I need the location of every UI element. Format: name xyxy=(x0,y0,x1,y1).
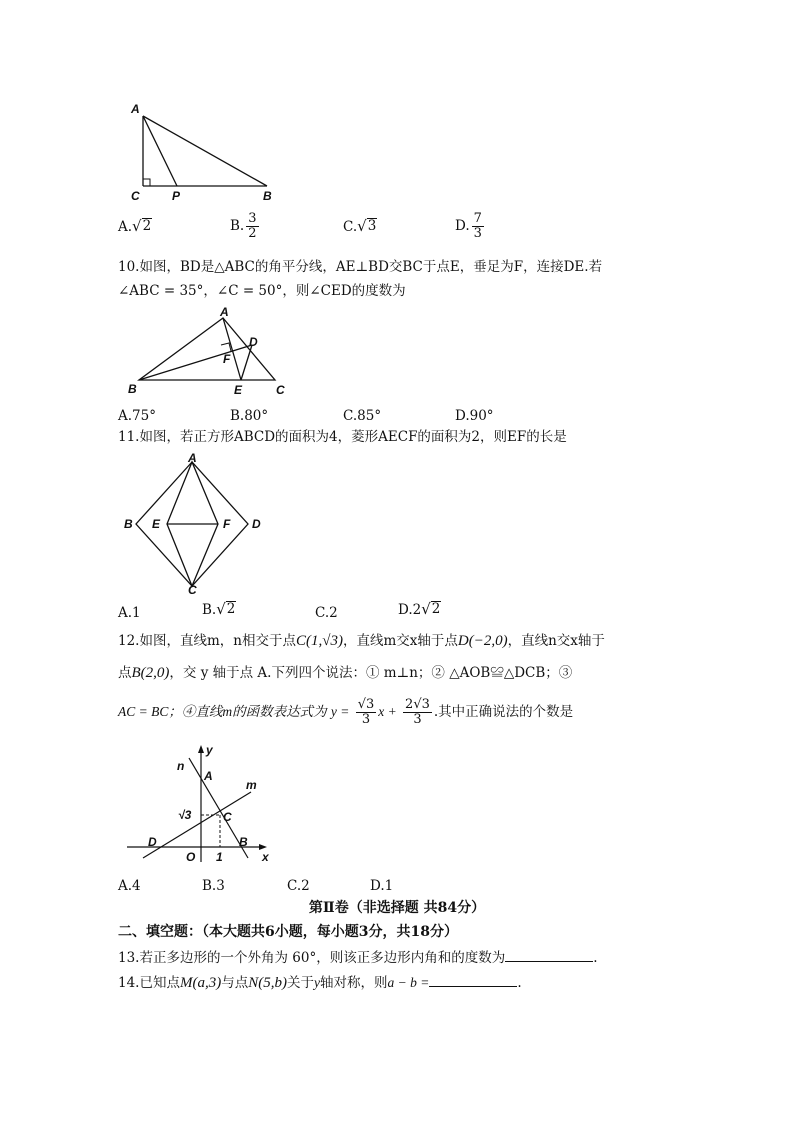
q11-text: 11.如图，若正方形ABCD的面积为4，菱形AECF的面积为2，则EF的长是 xyxy=(118,429,567,445)
q11-option-b: B. √ 2 xyxy=(202,600,236,618)
label-x: x xyxy=(262,850,269,864)
q10-text-line2: ∠ABC = 35°，∠C = 50°，则∠CED的度数为 xyxy=(118,283,406,299)
q10-option-d: D.90° xyxy=(455,408,494,424)
label-A: A xyxy=(204,769,213,783)
q9-option-c: C. √ 3 xyxy=(343,217,377,235)
label-B: B xyxy=(128,382,137,396)
label-F: F xyxy=(223,517,231,531)
figure-q12 xyxy=(125,742,285,867)
label-A: A xyxy=(131,102,140,116)
q12-option-c: C.2 xyxy=(287,878,310,894)
label-D: D xyxy=(148,835,157,849)
q12-text-line3: AC = BC；④直线m的函数表达式为 y = $\frac{√3}{3}$ x + $\frac{2√3}{3}$ .其中正确说法的个数是 xyxy=(118,697,574,727)
figure-q10 xyxy=(125,305,295,400)
q9-option-a: A. √ 2 xyxy=(118,217,152,235)
figure-q11 xyxy=(120,452,270,597)
q10-option-c: C.85° xyxy=(343,408,382,424)
label-B: B xyxy=(263,189,272,203)
label-F: F xyxy=(223,352,231,366)
label-P: P xyxy=(172,189,181,203)
part2-title: 第Ⅱ卷（非选择题 共84分） xyxy=(308,900,486,916)
label-m: m xyxy=(246,778,257,792)
q10-option-b: B.80° xyxy=(230,408,269,424)
q14-text: 14.已知点M(a,3)与点N(5,b)关于y轴对称，则a − b = . xyxy=(118,972,522,992)
q12-option-d: D.1 xyxy=(370,878,394,894)
label-D: D xyxy=(252,517,261,531)
label-A: A xyxy=(188,451,197,465)
q9-option-b: B. $\frac{3}{2}$ xyxy=(230,211,257,241)
q12-option-a: A.4 xyxy=(118,878,141,894)
label-A: A xyxy=(220,305,229,319)
label-n: n xyxy=(177,759,185,773)
label-B: B xyxy=(239,835,248,849)
label-D: D xyxy=(249,335,258,349)
q10-text-line1: 10.如图，BD是△ABC的角平分线，AE⊥BD交BC于点E，垂足为F，连接DE.若 xyxy=(118,259,603,275)
q12-text-line1: 12.如图，直线m，n相交于点C(1,√3)，直线m交x轴于点D(−2,0)，直线n交x轴于 xyxy=(118,633,605,649)
label-C: C xyxy=(223,810,232,824)
label-E: E xyxy=(234,383,243,397)
q11-option-a: A.1 xyxy=(118,605,141,621)
label-O: O xyxy=(186,850,196,864)
q13-answer-blank[interactable] xyxy=(505,947,593,962)
label-C: C xyxy=(276,383,285,397)
figure-q9 xyxy=(125,100,285,205)
q11-option-c: C.2 xyxy=(315,605,338,621)
q14-answer-blank[interactable] xyxy=(429,972,517,987)
q11-option-d: D.2 √ 2 xyxy=(398,600,441,618)
q10-option-a: A.75° xyxy=(118,408,156,424)
label-B: B xyxy=(124,517,133,531)
section-fill-in-heading: 二、填空题：（本大题共6小题，每小题3分，共18分） xyxy=(118,924,458,940)
q13-text: 13.若正多边形的一个外角为 60°，则该正多边形内角和的度数为 . xyxy=(118,947,598,967)
label-E: E xyxy=(152,517,161,531)
label-sqrt3: √3 xyxy=(178,808,192,822)
q12-option-b: B.3 xyxy=(202,878,225,894)
label-y: y xyxy=(206,743,213,757)
q9-option-d: D. $\frac{7}{3}$ xyxy=(455,211,482,241)
label-C: C xyxy=(131,189,140,203)
label-C: C xyxy=(188,583,197,597)
q12-text-line2: 点B(2,0)，交 y 轴于点 A.下列四个说法：① m⊥n；② △AOB≌△DCB；③ xyxy=(118,665,573,681)
label-1: 1 xyxy=(216,850,223,864)
